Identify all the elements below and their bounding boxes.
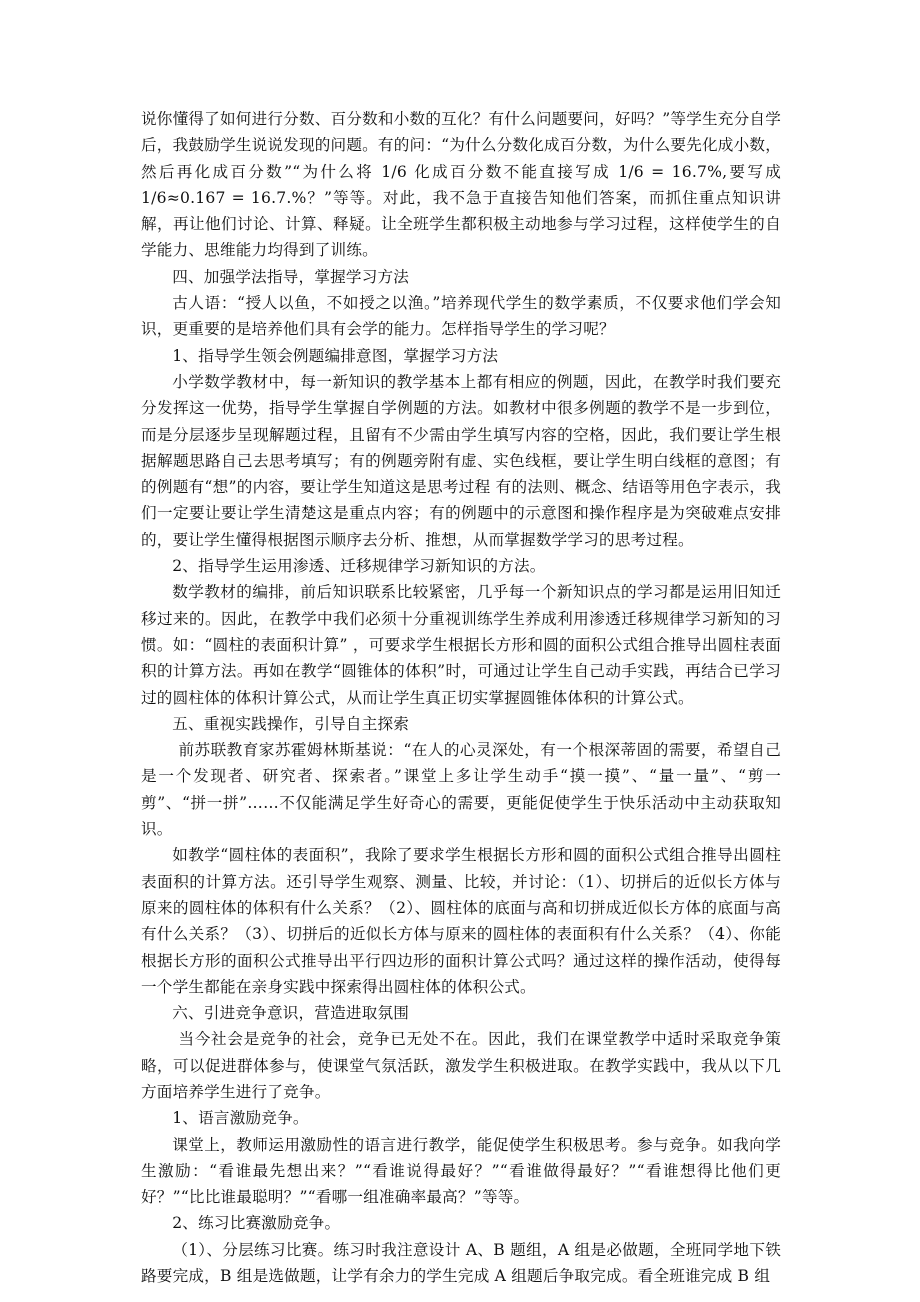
body-paragraph: 说你懂得了如何进行分数、百分数和小数的互化？有什么问题要问，好吗？”等学生充分自学后，我鼓励学生说说发现的问题。有的问：“为什么分数化成百分数，为什么要先化成小数，然后再化成百分数”“为什么将 1/6 化成百分数不能直接写成 1/6 = 16.7%,要写成 1/6≈0.167 = 16.7.%？”等等。对此，我不急于直接告知他们答案，而抓住重点知识讲解，再让他们讨论、计算、释疑。让全班学生都积极主动地参与学习过程，这样使学生的自学能力、思维能力均得到了训练。 bbox=[141, 110, 781, 260]
body-paragraph: 小学数学教材中，每一新知识的教学基本上都有相应的例题，因此，在教学时我们要充分发挥这一优势，指导学生掌握自学例题的方法。如教材中很多例题的教学不是一步到位，而是分层逐步呈现解题过程，且留有不少需由学生填写内容的空格，因此，我们要让学生根据解题思路自己去思考填写；有的例题旁附有虚、实色线框，要让学生明白线框的意图；有的例题有“想”的内容，要让学生知道这是思考过程 有的法则、概念、结语等用色字表示，我们一定要让要让学生清楚这是重点内容；有的例题中的示意图和操作程序是为突破难点安排的，要让学生懂得根据图示顺序去分析、推想，从而掌握数学学习的思考过程。 bbox=[141, 372, 781, 549]
body-paragraph: 课堂上，教师运用激励性的语言进行教学，能促使学生积极思考。参与竞争。如我向学生激励：“看谁最先想出来？”“看谁说得最好？”“看谁做得最好？”“看谁想得比他们更好？”“比比谁最聪明？”“看哪一组准确率最高？”等等。 bbox=[141, 1135, 781, 1207]
section-heading: 五、重视实践操作，引导自主探索 bbox=[172, 714, 410, 733]
section-heading: 四、加强学法指导，掌握学习方法 bbox=[172, 267, 410, 286]
document-body bbox=[141, 106, 781, 1289]
section-heading: 六、引进竞争意识，营造进取氛围 bbox=[172, 1004, 410, 1023]
body-paragraph: 数学教材的编排，前后知识联系比较紧密，几乎每一个新知识点的学习都是运用旧知迁移过来的。因此，在教学中我们必须十分重视训练学生养成利用渗透迁移规律学习新知的习惯。如：“圆柱的表面积计算” ，可要求学生根据长方形和圆的面积公式组合推导出圆柱表面积的计算方法。再如在教学“圆锥体的体积”时，可通过让学生自己动手实践，再结合已学习过的圆柱体的体积计算公式，从而让学生真正切实掌握圆锥体体积的计算公式。 bbox=[141, 583, 781, 707]
body-paragraph: 前苏联教育家苏霍姆林斯基说：“在人的心灵深处，有一个根深蒂固的需要，希望自己是一个发现者、研究者、探索者。”课堂上多让学生动手“摸一摸”、“量一量”、“剪一剪”、“拼一拼”……不仅能满足学生好奇心的需要，更能促使学生于快乐活动中主动获取知识。 bbox=[141, 741, 781, 839]
body-paragraph: 古人语：“授人以鱼，不如授之以渔。”培养现代学生的数学素质，不仅要求他们学会知识，更重要的是培养他们具有会学的能力。怎样指导学生的学习呢？ bbox=[141, 294, 781, 339]
subsection-heading: 2、指导学生运用渗透、迁移规律学习新知识的方法。 bbox=[172, 557, 546, 576]
body-paragraph: 如教学“圆柱体的表面积”，我除了要求学生根据长方形和圆的面积公式组合推导出圆柱表面积的计算方法。还引导学生观察、测量、比较，并讨论：（1）、切拼后的近似长方体与原来的圆柱体的体积有什么关系？（2）、圆柱体的底面与高和切拼成近似长方体的底面与高有什么关系？（3）、切拼后的近似长方体与原来的圆柱体的表面积有什么关系？（4）、你能根据长方形的面积公式推导出平行四边形的面积计算公式吗？通过这样的操作活动，使得每一个学生都能在亲身实践中探索得出圆柱体的体积公式。 bbox=[141, 846, 781, 996]
subsection-heading: 1、指导学生领会例题编排意图，掌握学习方法 bbox=[172, 346, 499, 365]
body-paragraph: 当今社会是竞争的社会，竞争已无处不在。因此，我们在课堂教学中适时采取竞争策略，可以促进群体参与，使课堂气氛活跃，激发学生积极进取。在教学实践中，我从以下几方面培养学生进行了竞争。 bbox=[141, 1030, 781, 1101]
body-paragraph: （1）、分层练习比赛。练习时我注意设计 A、B 题组，A 组是必做题，全班同学地下铁路要完成，B 组是选做题，让学有余力的学生完成 A 组题后争取完成。看全班谁完成 B 组 bbox=[141, 1240, 781, 1286]
subsection-heading: 2、练习比赛激励竞争。 bbox=[172, 1214, 341, 1233]
subsection-heading: 1、语言激励竞争。 bbox=[172, 1109, 309, 1128]
